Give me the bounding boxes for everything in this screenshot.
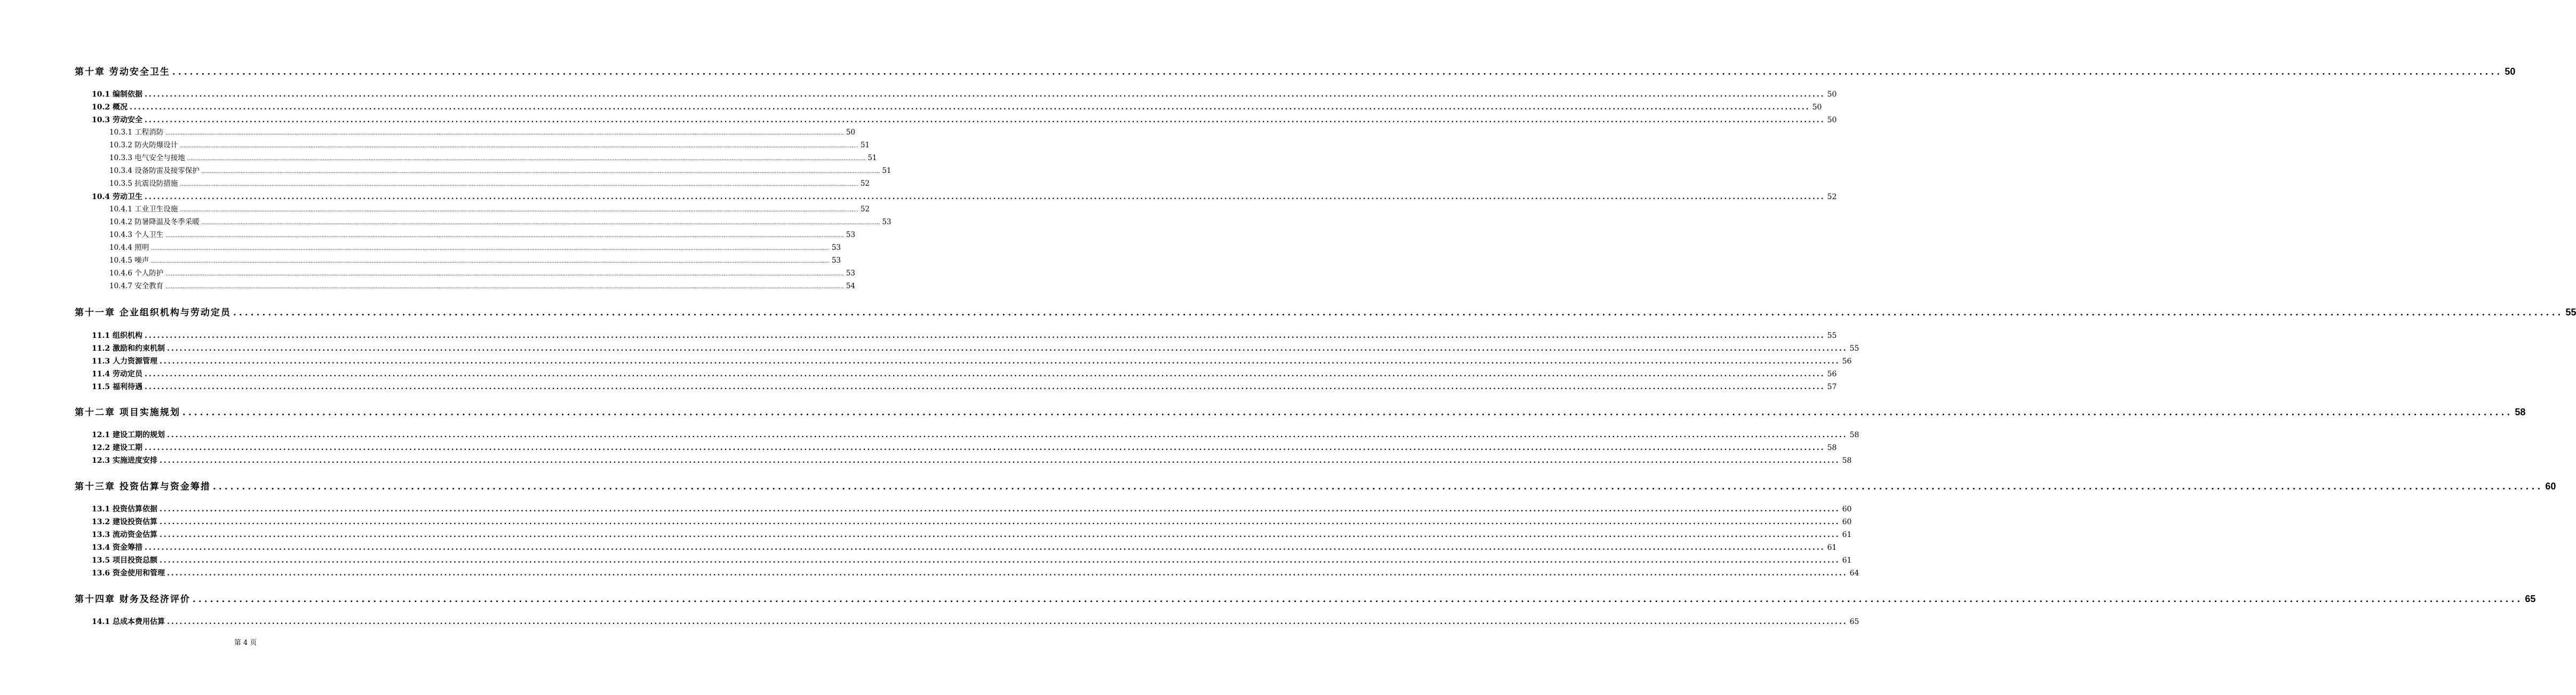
toc-entry-title: 13.4 资金筹措 <box>92 543 142 552</box>
toc-dot-leader: ................................................................................................................................................................................................................................................................................................................................................................................................................ <box>144 444 1825 452</box>
toc-section-entry[interactable] <box>92 370 1837 378</box>
toc-entry-page-number: 65 <box>2525 594 2536 604</box>
toc-entry-title: 11.3 人力资源管理 <box>92 357 157 366</box>
toc-entry-page-number: 61 <box>1842 556 1852 565</box>
toc-dot-leader: ................................................................................................................................................................................................................................................................................................................................................................................................................ <box>180 143 858 149</box>
toc-sub-entry[interactable] <box>109 269 855 278</box>
toc-entry-page-number: 57 <box>1827 383 1837 391</box>
toc-entry-page-number: 60 <box>1842 518 1852 526</box>
toc-dot-leader: ................................................................................................................................................................................................................................................................................................................................................................................................................ <box>212 481 2543 492</box>
toc-dot-leader: ................................................................................................................................................................................................................................................................................................................................................................................................................ <box>165 271 844 277</box>
toc-entry-page-number: 56 <box>1827 370 1837 378</box>
toc-dot-leader: ................................................................................................................................................................................................................................................................................................................................................................................................................ <box>233 307 2564 318</box>
toc-dot-leader: ................................................................................................................................................................................................................................................................................................................................................................................................................ <box>166 569 1848 578</box>
toc-entry-title: 第十四章 财务及经济评价 <box>75 594 190 605</box>
toc-entry-title: 13.5 项目投资总额 <box>92 556 157 565</box>
toc-sub-entry[interactable] <box>109 256 841 265</box>
toc-entry-page-number: 58 <box>1827 444 1837 452</box>
toc-entry-page-number: 64 <box>1849 569 1859 578</box>
toc-entry-page-number: 54 <box>846 282 855 290</box>
toc-section-entry[interactable] <box>92 193 1837 201</box>
toc-dot-leader: ................................................................................................................................................................................................................................................................................................................................................................................................................ <box>144 331 1825 340</box>
toc-section-entry[interactable] <box>92 556 1852 565</box>
toc-dot-leader: ................................................................................................................................................................................................................................................................................................................................................................................................................ <box>144 543 1825 552</box>
toc-entry-title: 10.3.1 工程消防 <box>109 128 164 137</box>
toc-section-entry[interactable] <box>92 456 1852 465</box>
toc-section-entry[interactable] <box>92 531 1852 539</box>
toc-dot-leader: ................................................................................................................................................................................................................................................................................................................................................................................................................ <box>166 344 1848 353</box>
toc-sub-entry[interactable] <box>109 243 841 252</box>
toc-section-entry[interactable] <box>92 444 1837 452</box>
toc-entry-title: 10.3.5 抗震设防措施 <box>109 179 178 188</box>
toc-section-entry[interactable] <box>92 357 1852 366</box>
toc-dot-leader: ................................................................................................................................................................................................................................................................................................................................................................................................................ <box>172 67 2503 77</box>
toc-entry-page-number: 58 <box>2515 407 2526 417</box>
toc-entry-page-number: 53 <box>831 243 841 252</box>
toc-dot-leader: ................................................................................................................................................................................................................................................................................................................................................................................................................ <box>159 531 1840 539</box>
toc-dot-leader: ................................................................................................................................................................................................................................................................................................................................................................................................................ <box>165 284 844 290</box>
toc-dot-leader: ................................................................................................................................................................................................................................................................................................................................................................................................................ <box>159 518 1840 526</box>
toc-entry-page-number: 51 <box>860 141 870 149</box>
toc-entry-page-number: 56 <box>1842 357 1852 366</box>
toc-entry-page-number: 53 <box>846 231 855 239</box>
toc-dot-leader: ................................................................................................................................................................................................................................................................................................................................................................................................................ <box>166 618 1848 626</box>
toc-entry-page-number: 53 <box>831 256 841 265</box>
toc-entry-title: 第十二章 项目实施规划 <box>75 407 180 418</box>
toc-entry-title: 10.3.4 设备防雷及接零保护 <box>109 167 200 175</box>
toc-entry-title: 14.1 总成本费用估算 <box>92 618 165 626</box>
toc-dot-leader: ................................................................................................................................................................................................................................................................................................................................................................................................................ <box>144 193 1825 201</box>
toc-sub-entry[interactable] <box>109 282 855 290</box>
toc-sub-entry[interactable] <box>109 179 870 188</box>
toc-section-entry[interactable] <box>92 569 1859 578</box>
toc-entry-page-number: 61 <box>1827 543 1837 552</box>
toc-dot-leader: ................................................................................................................................................................................................................................................................................................................................................................................................................ <box>159 505 1840 514</box>
toc-entry-page-number: 50 <box>1827 116 1837 124</box>
toc-entry-page-number: 55 <box>1849 344 1859 353</box>
toc-chapter-entry[interactable] <box>75 481 2556 492</box>
toc-section-entry[interactable] <box>92 90 1837 99</box>
toc-entry-title: 10.4.7 安全教育 <box>109 282 164 290</box>
toc-entry-title: 10.3.3 电气安全与接地 <box>109 154 185 162</box>
page-number-footer: 第 4 页 <box>234 639 257 647</box>
toc-entry-title: 10.4 劳动卫生 <box>92 193 142 201</box>
toc-dot-leader: ................................................................................................................................................................................................................................................................................................................................................................................................................ <box>187 156 866 162</box>
toc-sub-entry[interactable] <box>109 205 870 214</box>
toc-dot-leader: ................................................................................................................................................................................................................................................................................................................................................................................................................ <box>159 556 1840 565</box>
toc-sub-entry[interactable] <box>109 231 855 239</box>
toc-section-entry[interactable] <box>92 618 1859 626</box>
toc-entry-page-number: 61 <box>1842 531 1852 539</box>
toc-section-entry[interactable] <box>92 505 1852 514</box>
toc-entry-title: 10.3 劳动安全 <box>92 116 142 124</box>
toc-section-entry[interactable] <box>92 103 1822 112</box>
toc-entry-page-number: 60 <box>1842 505 1852 514</box>
toc-dot-leader: ................................................................................................................................................................................................................................................................................................................................................................................................................ <box>165 130 844 136</box>
toc-entry-page-number: 58 <box>1849 431 1859 439</box>
toc-entry-page-number: 58 <box>1842 456 1852 465</box>
toc-entry-title: 10.4.6 个人防护 <box>109 269 164 278</box>
toc-entry-page-number: 52 <box>860 179 870 188</box>
toc-entry-title: 10.4.1 工业卫生设施 <box>109 205 178 214</box>
toc-entry-title: 12.3 实施进度安排 <box>92 456 157 465</box>
toc-entry-title: 12.2 建设工期 <box>92 444 142 452</box>
toc-entry-title: 13.1 投资估算依据 <box>92 505 157 514</box>
toc-entry-title: 第十三章 投资估算与资金筹措 <box>75 481 211 492</box>
toc-chapter-entry[interactable] <box>75 407 2526 418</box>
toc-dot-leader: ................................................................................................................................................................................................................................................................................................................................................................................................................ <box>159 456 1840 465</box>
toc-entry-title: 10.4.2 防暑降温及冬季采暖 <box>109 218 200 226</box>
toc-entry-title: 10.4.3 个人卫生 <box>109 231 164 239</box>
toc-entry-page-number: 60 <box>2545 481 2556 492</box>
toc-chapter-entry[interactable] <box>75 66 2516 77</box>
toc-section-entry[interactable] <box>92 383 1837 391</box>
toc-entry-title: 10.4.4 照明 <box>109 243 149 252</box>
toc-entry-title: 第十一章 企业组织机构与劳动定员 <box>75 307 231 318</box>
toc-dot-leader: ................................................................................................................................................................................................................................................................................................................................................................................................................ <box>182 407 2513 418</box>
toc-entry-title: 11.1 组织机构 <box>92 331 142 340</box>
toc-dot-leader: ................................................................................................................................................................................................................................................................................................................................................................................................................ <box>159 357 1840 366</box>
toc-sub-entry[interactable] <box>109 154 877 162</box>
toc-dot-leader: ................................................................................................................................................................................................................................................................................................................................................................................................................ <box>192 594 2523 605</box>
toc-dot-leader: ................................................................................................................................................................................................................................................................................................................................................................................................................ <box>144 370 1825 378</box>
toc-dot-leader: ................................................................................................................................................................................................................................................................................................................................................................................................................ <box>129 103 1810 112</box>
toc-section-entry[interactable] <box>92 431 1859 439</box>
toc-dot-leader: ................................................................................................................................................................................................................................................................................................................................................................................................................ <box>144 116 1825 124</box>
toc-dot-leader: ................................................................................................................................................................................................................................................................................................................................................................................................................ <box>151 258 830 264</box>
toc-entry-title: 12.1 建设工期的规划 <box>92 431 165 439</box>
toc-entry-page-number: 55 <box>1827 331 1837 340</box>
toc-dot-leader: ................................................................................................................................................................................................................................................................................................................................................................................................................ <box>166 431 1848 439</box>
toc-entry-page-number: 50 <box>2505 66 2516 77</box>
toc-entry-page-number: 55 <box>2565 307 2576 318</box>
toc-entry-title: 10.2 概况 <box>92 103 128 112</box>
toc-entry-title: 10.4.5 噪声 <box>109 256 149 265</box>
toc-section-entry[interactable] <box>92 518 1852 526</box>
toc-entry-page-number: 65 <box>1849 618 1859 626</box>
toc-dot-leader: ................................................................................................................................................................................................................................................................................................................................................................................................................ <box>144 90 1825 99</box>
toc-entry-page-number: 50 <box>1827 90 1837 99</box>
toc-entry-title: 11.5 福利待遇 <box>92 383 142 391</box>
toc-dot-leader: ................................................................................................................................................................................................................................................................................................................................................................................................................ <box>180 181 858 187</box>
toc-section-entry[interactable] <box>92 116 1837 124</box>
toc-dot-leader: ................................................................................................................................................................................................................................................................................................................................................................................................................ <box>180 207 858 213</box>
toc-sub-entry[interactable] <box>109 128 855 137</box>
toc-entry-page-number: 52 <box>1827 193 1837 201</box>
toc-entry-title: 11.4 劳动定员 <box>92 370 142 378</box>
toc-sub-entry[interactable] <box>109 218 892 226</box>
toc-entry-page-number: 51 <box>882 167 892 175</box>
toc-entry-page-number: 50 <box>1812 103 1822 112</box>
toc-dot-leader: ................................................................................................................................................................................................................................................................................................................................................................................................................ <box>165 233 844 239</box>
toc-sub-entry[interactable] <box>109 141 870 149</box>
toc-chapter-entry[interactable] <box>75 594 2536 605</box>
toc-entry-title: 11.2 激励和约束机制 <box>92 344 165 353</box>
toc-entry-page-number: 52 <box>860 205 870 214</box>
toc-entry-title: 10.3.2 防火防爆设计 <box>109 141 178 149</box>
toc-entry-title: 10.1 编制依据 <box>92 90 142 99</box>
toc-dot-leader: ................................................................................................................................................................................................................................................................................................................................................................................................................ <box>144 383 1825 391</box>
toc-entry-page-number: 53 <box>846 269 855 278</box>
toc-dot-leader: ................................................................................................................................................................................................................................................................................................................................................................................................................ <box>151 246 830 251</box>
toc-dot-leader: ................................................................................................................................................................................................................................................................................................................................................................................................................ <box>201 169 880 175</box>
toc-section-entry[interactable] <box>92 331 1837 340</box>
toc-chapter-entry[interactable] <box>75 307 2576 318</box>
toc-dot-leader: ................................................................................................................................................................................................................................................................................................................................................................................................................ <box>201 220 880 226</box>
toc-section-entry[interactable] <box>92 344 1859 353</box>
toc-entry-page-number: 53 <box>882 218 892 226</box>
toc-entry-title: 13.6 资金使用和管理 <box>92 569 165 578</box>
toc-entry-title: 13.2 建设投资估算 <box>92 518 157 526</box>
toc-sub-entry[interactable] <box>109 167 892 175</box>
toc-entry-title: 13.3 流动资金估算 <box>92 531 157 539</box>
toc-entry-title: 第十章 劳动安全卫生 <box>75 67 170 77</box>
toc-section-entry[interactable] <box>92 543 1837 552</box>
toc-entry-page-number: 51 <box>868 154 877 162</box>
toc-entry-page-number: 50 <box>846 128 855 137</box>
